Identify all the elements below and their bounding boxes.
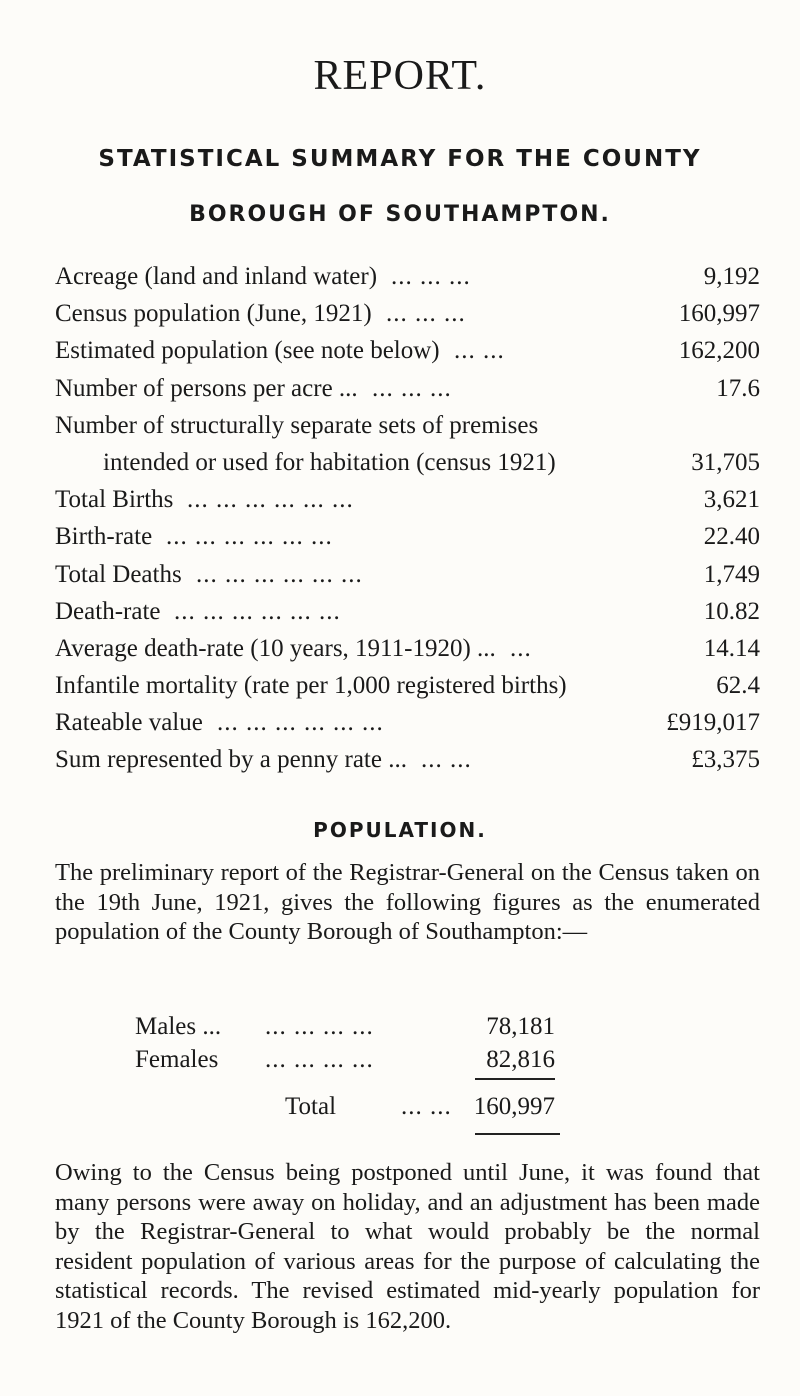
census-total-value: 160,997 <box>473 1093 555 1120</box>
summary-row <box>55 667 760 704</box>
summary-label: Number of structurally separate sets of premises <box>55 411 539 439</box>
summary-value: 162,200 <box>678 337 760 365</box>
summary-dots: ... ... ... <box>372 374 452 402</box>
summary-label: Birth-rate <box>55 523 153 551</box>
summary-row <box>55 556 760 593</box>
summary-row <box>55 295 760 332</box>
summary-row <box>55 444 760 481</box>
summary-dots: ... ... ... ... ... ... <box>217 709 384 737</box>
summary-dots: ... ... ... <box>386 300 466 328</box>
summary-row <box>55 593 760 630</box>
summary-value: 62.4 <box>716 672 760 700</box>
summary-dots: ... <box>510 634 532 662</box>
summary-label: Number of persons per acre ... <box>55 374 358 402</box>
summary-dots: ... ... ... ... ... ... <box>166 523 333 551</box>
summary-value: 1,749 <box>703 560 760 588</box>
census-dots: ... ... ... ... <box>265 1013 374 1040</box>
summary-row <box>55 704 760 741</box>
summary-dots: ... ... ... ... ... ... <box>196 560 363 588</box>
summary-value: 14.14 <box>703 634 760 662</box>
summary-row <box>55 332 760 369</box>
census-value: 82,816 <box>486 1046 555 1073</box>
summary-value: £919,017 <box>666 709 760 737</box>
summary-dots: ... ... ... <box>391 263 471 290</box>
summary-label: Rateable value <box>55 709 203 737</box>
census-table <box>135 1010 555 1076</box>
summary-label: Census population (June, 1921) <box>55 300 372 328</box>
census-row <box>135 1010 555 1043</box>
census-row <box>135 1043 555 1076</box>
summary-heading-line1: STATISTICAL SUMMARY FOR THE COUNTY <box>98 146 702 172</box>
total-rule-top <box>475 1078 555 1080</box>
summary-label: Sum represented by a penny rate ... <box>55 746 407 774</box>
summary-row <box>55 258 760 295</box>
summary-dots: ... ... ... ... ... ... <box>187 486 354 514</box>
report-title: REPORT. <box>313 53 487 99</box>
summary-label: Total Births <box>55 486 174 514</box>
summary-value: £3,375 <box>691 746 760 774</box>
summary-row <box>55 630 760 667</box>
summary-label: Death-rate <box>55 597 161 625</box>
population-paragraph-1: The preliminary report of the Registrar-General on the Census taken on the 19th June, 1921, gives the following figures as the enumerated population of the County Borough of Southampton:— <box>55 859 760 945</box>
summary-row <box>55 407 760 444</box>
summary-value: 9,192 <box>703 263 760 290</box>
summary-value: 17.6 <box>716 374 760 402</box>
census-total-label: Total <box>285 1093 337 1120</box>
summary-value: 160,997 <box>678 300 760 328</box>
summary-label: Total Deaths <box>55 560 182 588</box>
summary-value: 3,621 <box>703 486 760 514</box>
summary-label: Estimated population (see note below) <box>55 337 440 365</box>
census-total-row <box>135 1090 555 1124</box>
summary-value: 22.40 <box>703 523 760 551</box>
population-paragraph-2: Owing to the Census being postponed until June, it was found that many persons were away on holiday, and an adjustment has been made by the Registrar-General to what would probably be the normal resident population of various areas for the purpose of calculating the statistical records. The revised estimated mid-yearly population for 1921 of the County Borough is 162,200. <box>55 1159 760 1334</box>
summary-row <box>55 518 760 555</box>
statistical-summary-table <box>55 258 760 779</box>
summary-label: Acreage (land and inland water) <box>55 263 378 290</box>
census-dots: ... ... ... ... <box>265 1046 374 1073</box>
summary-dots: ... ... ... ... ... ... <box>174 597 341 625</box>
summary-row <box>55 741 760 778</box>
census-value: 78,181 <box>486 1013 555 1040</box>
summary-label: intended or used for habitation (census 1921) <box>103 448 556 476</box>
summary-row <box>55 370 760 407</box>
census-label: Females <box>135 1046 219 1073</box>
population-heading: POPULATION. <box>313 818 487 842</box>
summary-dots: ... ... <box>421 746 472 774</box>
summary-row <box>55 481 760 518</box>
summary-value: 10.82 <box>703 597 760 625</box>
summary-dots: ... ... <box>454 337 505 365</box>
summary-label: Average death-rate (10 years, 1911-1920) ... <box>55 634 496 662</box>
summary-value: 31,705 <box>691 448 760 476</box>
summary-heading-line2: BOROUGH OF SOUTHAMPTON. <box>189 202 611 227</box>
census-label: Males ... <box>135 1013 222 1040</box>
total-rule-bottom <box>475 1133 560 1135</box>
summary-label: Infantile mortality (rate per 1,000 registered births) <box>55 672 567 700</box>
census-total-dots: ... ... <box>401 1093 452 1120</box>
